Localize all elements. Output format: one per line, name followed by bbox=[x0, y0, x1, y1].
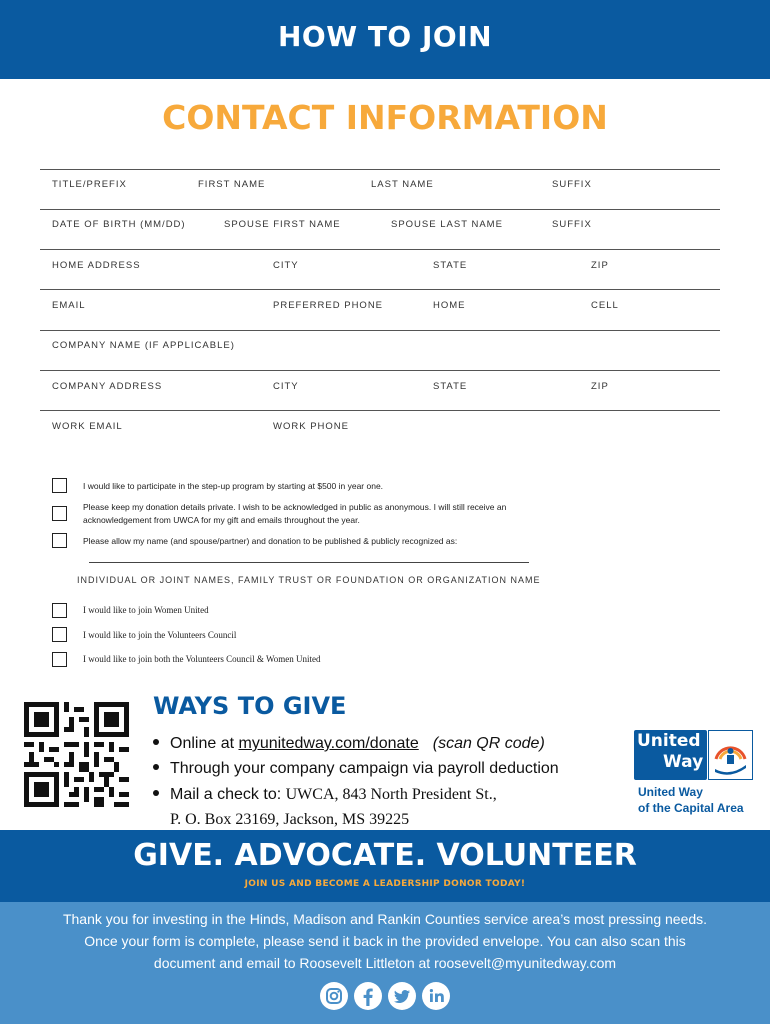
linkedin-icon[interactable] bbox=[422, 982, 450, 1010]
volunteers-label: I would like to join the Volunteers Council bbox=[83, 630, 237, 640]
form-divider bbox=[40, 169, 720, 170]
both-label: I would like to join both the Volunteers Council & Women United bbox=[83, 654, 321, 664]
publish-label: Please allow my name (and spouse/partner) and donation to be published & publicly recognized as: bbox=[83, 536, 458, 546]
form-divider bbox=[40, 330, 720, 331]
field-spouse-last-name[interactable]: SPOUSE LAST NAME bbox=[391, 219, 503, 230]
band-subtitle: JOIN US AND BECOME A LEADERSHIP DONOR TODAY! bbox=[244, 879, 526, 889]
publish-caption: INDIVIDUAL OR JOINT NAMES, FAMILY TRUST OR FOUNDATION OR ORGANIZATION NAME bbox=[77, 575, 541, 585]
volunteers-checkbox[interactable] bbox=[52, 627, 67, 642]
form-divider bbox=[40, 410, 720, 411]
field-work-email[interactable]: WORK EMAIL bbox=[52, 421, 123, 432]
anonymous-checkbox[interactable] bbox=[52, 506, 67, 521]
stepup-checkbox[interactable] bbox=[52, 478, 67, 493]
form-divider bbox=[40, 249, 720, 250]
anonymous-label-line1: Please keep my donation details private. I wish to be acknowledged in public as anonymous. I will still receive an bbox=[83, 502, 507, 512]
field-suffix[interactable]: SUFFIX bbox=[552, 179, 592, 190]
field-last-name[interactable]: LAST NAME bbox=[371, 179, 434, 190]
field-company-state[interactable]: STATE bbox=[433, 381, 468, 392]
field-work-phone[interactable]: WORK PHONE bbox=[273, 421, 349, 432]
band-title: GIVE. ADVOCATE. VOLUNTEER bbox=[133, 838, 637, 873]
page-title: HOW TO JOIN bbox=[277, 20, 493, 53]
logo-text-line2: of the Capital Area bbox=[638, 801, 744, 815]
field-company-address[interactable]: COMPANY ADDRESS bbox=[52, 381, 163, 392]
field-spouse-first-name[interactable]: SPOUSE FIRST NAME bbox=[224, 219, 341, 230]
facebook-icon[interactable] bbox=[354, 982, 382, 1010]
field-title-prefix[interactable]: TITLE/PREFIX bbox=[52, 179, 127, 190]
form-divider bbox=[40, 370, 720, 371]
form-divider bbox=[40, 289, 720, 290]
field-email[interactable]: EMAIL bbox=[52, 300, 86, 311]
field-zip[interactable]: ZIP bbox=[591, 260, 609, 271]
women-united-label: I would like to join Women United bbox=[83, 605, 209, 615]
instagram-icon[interactable] bbox=[320, 982, 348, 1010]
publish-checkbox[interactable] bbox=[52, 533, 67, 548]
footer-line1: Thank you for investing in the Hinds, Madison and Rankin Counties service area’s most pressing needs. bbox=[62, 911, 708, 927]
qr-code-icon[interactable] bbox=[24, 702, 129, 807]
united-way-hand-icon bbox=[710, 733, 751, 777]
field-preferred-phone[interactable]: PREFERRED PHONE bbox=[273, 300, 384, 311]
united-way-logo: United Way bbox=[634, 730, 753, 780]
form-divider bbox=[40, 209, 720, 210]
field-state[interactable]: STATE bbox=[433, 260, 468, 271]
footer-line3: document and email to Roosevelt Littleton at roosevelt@myunitedway.com bbox=[153, 955, 617, 971]
logo-text-line1: United Way bbox=[638, 785, 703, 799]
field-home-address[interactable]: HOME ADDRESS bbox=[52, 260, 141, 271]
field-cell-phone[interactable]: CELL bbox=[591, 300, 619, 311]
give-company-item: Through your company campaign via payroll deduction bbox=[153, 760, 559, 778]
both-checkbox[interactable] bbox=[52, 652, 67, 667]
section-title: CONTACT INFORMATION bbox=[162, 98, 608, 137]
field-home-phone[interactable]: HOME bbox=[433, 300, 466, 311]
field-company-name[interactable]: COMPANY NAME (IF APPLICABLE) bbox=[52, 340, 235, 351]
mail-address-line2: P. O. Box 23169, Jackson, MS 39225 bbox=[170, 811, 410, 828]
women-united-checkbox[interactable] bbox=[52, 603, 67, 618]
give-mail-item: Mail a check to: UWCA, 843 North President St., bbox=[153, 786, 497, 804]
field-spouse-suffix[interactable]: SUFFIX bbox=[552, 219, 592, 230]
stepup-label: I would like to participate in the step-up program by starting at $500 in year one. bbox=[83, 481, 384, 491]
field-company-zip[interactable]: ZIP bbox=[591, 381, 609, 392]
anonymous-label-line2: acknowledgement from UWCA for my gift and emails throughout the year. bbox=[83, 515, 360, 525]
footer-line2: Once your form is complete, please send it back in the provided envelope. You can also scan this bbox=[84, 933, 686, 949]
field-date-of-birth[interactable]: DATE OF BIRTH (MM/DD) bbox=[52, 219, 186, 230]
field-first-name[interactable]: FIRST NAME bbox=[198, 179, 266, 190]
give-online-item: Online at myunitedway.com/donate (scan QR code) bbox=[153, 735, 545, 753]
field-city[interactable]: CITY bbox=[273, 260, 299, 271]
ways-to-give-title: WAYS TO GIVE bbox=[153, 692, 347, 720]
publish-name-line[interactable] bbox=[89, 562, 529, 563]
donate-link[interactable]: myunitedway.com/donate bbox=[238, 735, 419, 752]
twitter-icon[interactable] bbox=[388, 982, 416, 1010]
field-company-city[interactable]: CITY bbox=[273, 381, 299, 392]
